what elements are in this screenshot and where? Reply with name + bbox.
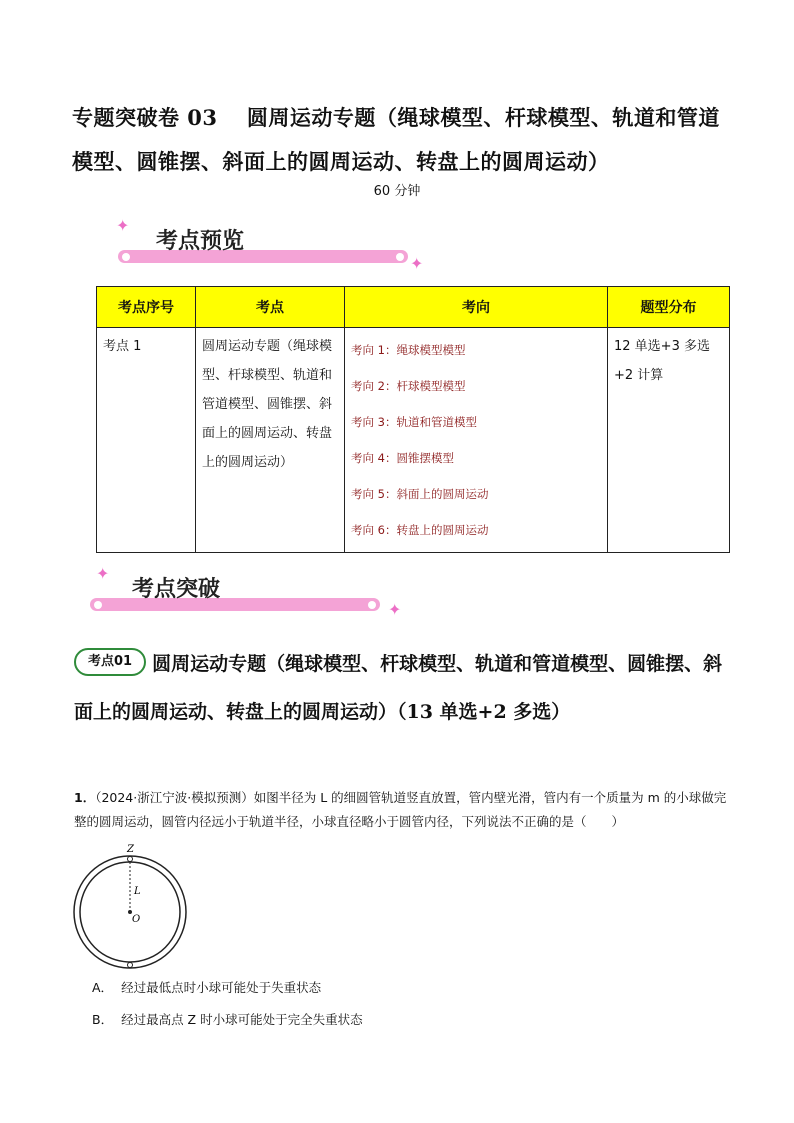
direction-item: 考向 4：圆锥摆模型 xyxy=(351,451,454,465)
sparkle-icon: ✦ xyxy=(388,600,402,619)
ball-top xyxy=(128,857,133,862)
point-no-cell: 考点 1 xyxy=(97,328,196,553)
question-source: （2024·浙江宁波·模拟预测） xyxy=(95,790,254,805)
label-o: O xyxy=(132,914,141,925)
option-key: A． xyxy=(92,980,114,995)
header-cell: 题型分布 xyxy=(608,287,730,328)
sparkle-icon: ✦ xyxy=(410,254,424,273)
directions-cell xyxy=(345,328,608,553)
question-number: 1． xyxy=(74,790,96,805)
option-a xyxy=(92,978,321,996)
header-cell: 考点 xyxy=(196,287,345,328)
ball-bottom xyxy=(128,963,133,968)
circular-tube-diagram xyxy=(70,842,194,972)
table-row xyxy=(97,328,730,553)
sparkle-icon: ✦ xyxy=(96,564,110,583)
distribution-cell: 12 单选+3 多选+2 计算 xyxy=(608,328,730,553)
table-header-row xyxy=(97,287,730,328)
option-text: 经过最低点时小球可能处于失重状态 xyxy=(121,980,322,995)
header-cell: 考向 xyxy=(345,287,608,328)
direction-item: 考向 1：绳球模型模型 xyxy=(351,343,466,357)
direction-item: 考向 2：杆球模型模型 xyxy=(351,379,466,393)
option-key: B． xyxy=(92,1012,114,1027)
direction-item: 考向 6：转盘上的圆周运动 xyxy=(351,523,489,537)
option-text: 经过最高点 Z 时小球可能处于完全失重状态 xyxy=(121,1012,363,1027)
section-title: 圆周运动专题（绳球模型、杆球模型、轨道和管道模型、圆锥摆、斜面上的圆周运动、转盘上的圆周运动）（13 单选+2 多选） xyxy=(74,653,723,723)
banner-preview xyxy=(88,214,428,284)
point-cell: 圆周运动专题（绳球模型、杆球模型、轨道和管道模型、圆锥摆、斜面上的圆周运动、转盘上的圆周运动） xyxy=(196,328,345,553)
label-l: L xyxy=(134,886,141,897)
banner-label: 考点突破 xyxy=(132,577,221,602)
section-heading xyxy=(74,640,734,736)
question-1 xyxy=(74,786,734,834)
question-text: 如图半径为 L 的细圆管轨道竖直放置，管内壁光滑，管内有一个质量为 m 的小球做完整的圆周运动，圆管内径远小于轨道半径，小球直径略小于圆管内径，下列说法不正确的是（ ） xyxy=(74,790,727,829)
page-title: 专题突破卷 03 圆周运动专题（绳球模型、杆球模型、轨道和管道模型、圆锥摆、斜面上的圆周运动、转盘上的圆周运动） xyxy=(72,105,720,174)
direction-item: 考向 5：斜面上的圆周运动 xyxy=(351,487,489,501)
banner-label: 考点预览 xyxy=(156,229,245,254)
header-cell: 考点序号 xyxy=(97,287,196,328)
sparkle-icon: ✦ xyxy=(116,216,130,235)
direction-item: 考向 3：轨道和管道模型 xyxy=(351,415,477,429)
section-badge: 考点01 xyxy=(74,648,146,676)
option-b xyxy=(92,1010,363,1028)
banner-breakthrough xyxy=(88,562,428,632)
duration-label: 60 分钟 xyxy=(373,184,421,199)
label-z: Z xyxy=(127,844,134,855)
overview-table xyxy=(96,286,730,553)
